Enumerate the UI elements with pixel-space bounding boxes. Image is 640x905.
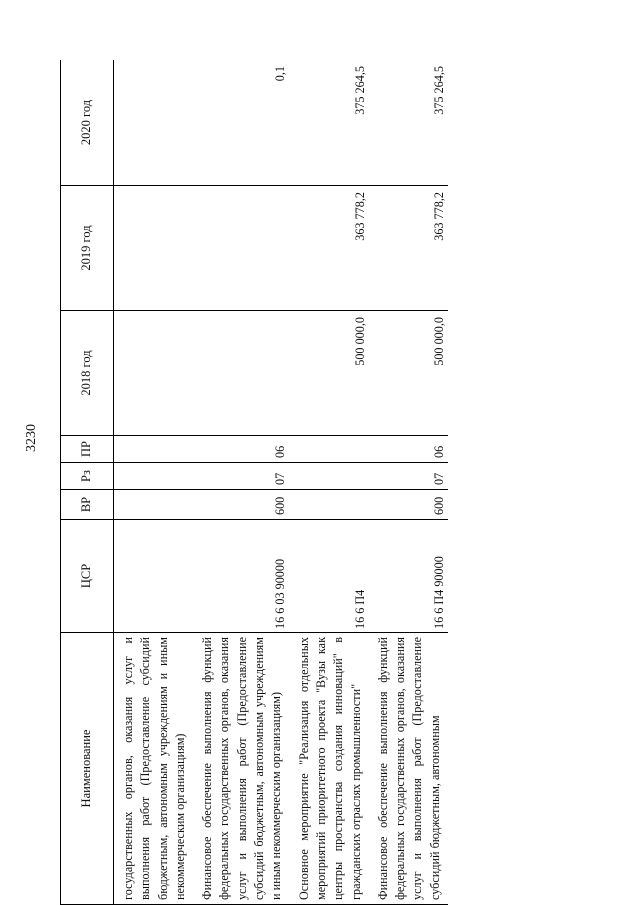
- row-2019: 363 778,2: [369, 186, 448, 311]
- row-name: Финансовое обеспечение выполнения функций федеральных государственных органов, оказания услуг и выполнения работ (Предоставление субсидий бюджетным, автономным: [369, 633, 448, 905]
- col-header-csr: ЦСР: [61, 520, 114, 633]
- row-2019: 363 778,2: [290, 186, 369, 311]
- row-vr: 600: [369, 490, 448, 520]
- col-header-2020: 2020 год: [61, 60, 114, 186]
- row-pr: 06: [193, 436, 289, 463]
- col-header-vr: ВР: [61, 490, 114, 520]
- table-row: [114, 60, 194, 905]
- row-pr: 06: [369, 436, 448, 463]
- row-2020: [114, 60, 194, 186]
- row-rz: [290, 463, 369, 490]
- row-2018: [193, 311, 289, 436]
- table-row: [369, 60, 448, 905]
- row-2018: 500 000,0: [290, 311, 369, 436]
- row-2018: 500 000,0: [369, 311, 448, 436]
- row-vr: [290, 490, 369, 520]
- col-header-pr: ПР: [61, 436, 114, 463]
- row-2020: 0,1: [193, 60, 289, 186]
- row-name: Финансовое обеспечение выполнения функций федеральных государственных органов, оказания услуг и выполнения работ (Предоставление субсидий бюджетным, автономным учреждениям и иным некоммерческим организациям): [193, 633, 289, 905]
- row-2020: 375 264,5: [290, 60, 369, 186]
- col-header-2018: 2018 год: [61, 311, 114, 436]
- table-row: [193, 60, 289, 905]
- row-2018: [114, 311, 194, 436]
- row-rz: [114, 463, 194, 490]
- table-row: [290, 60, 369, 905]
- row-csr: [114, 520, 194, 633]
- row-csr: 16 6 П4: [290, 520, 369, 633]
- row-rz: 07: [193, 463, 289, 490]
- page-number: 3230: [24, 424, 39, 452]
- col-header-name: Наименование: [61, 633, 114, 905]
- row-name: Основное мероприятие "Реализация отдельных мероприятий приоритетного проекта "Вузы как центры пространства создания инноваций" в гражданских отраслях промышленности": [290, 633, 369, 905]
- row-2020: 375 264,5: [369, 60, 448, 186]
- row-csr: 16 6 П4 90000: [369, 520, 448, 633]
- budget-table: [60, 60, 448, 905]
- rotated-table-frame: [60, 60, 615, 905]
- col-header-rz: Рз: [61, 463, 114, 490]
- budget-table-container: [60, 60, 615, 905]
- row-pr: [114, 436, 194, 463]
- row-vr: 600: [193, 490, 289, 520]
- table-header-row: [61, 60, 114, 905]
- row-vr: [114, 490, 194, 520]
- row-2019: [114, 186, 194, 311]
- row-rz: 07: [369, 463, 448, 490]
- row-pr: [290, 436, 369, 463]
- row-name: государственных органов, оказания услуг и выполнения работ (Предоставление субсидий бюджетным, автономным учреждениям и иным некоммерческим организациям): [114, 633, 194, 905]
- col-header-2019: 2019 год: [61, 186, 114, 311]
- row-csr: 16 6 03 90000: [193, 520, 289, 633]
- row-2019: [193, 186, 289, 311]
